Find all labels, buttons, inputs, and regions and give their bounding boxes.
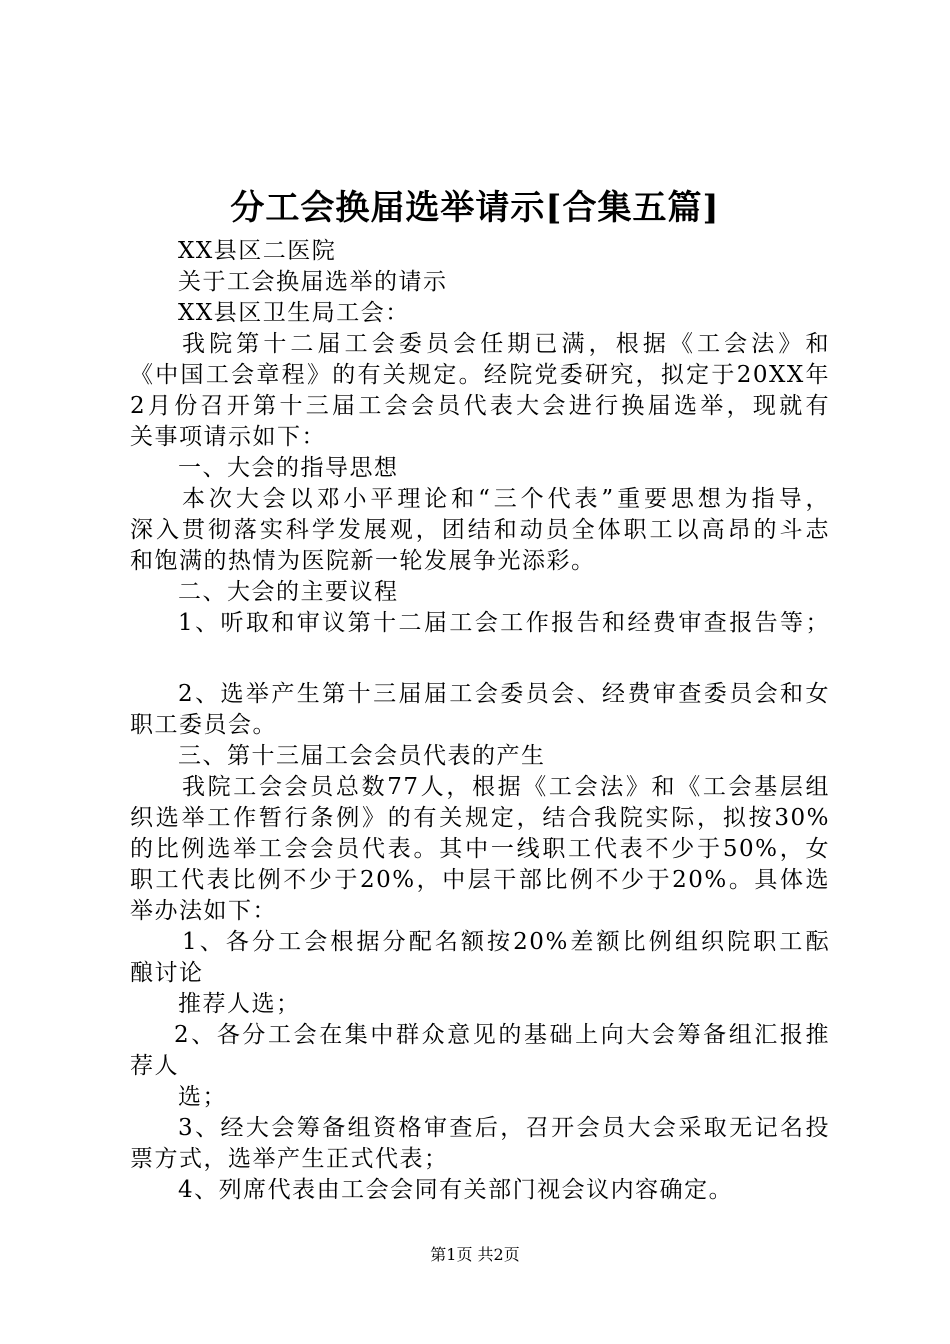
document-body [130,236,830,1206]
text-line-subject: 关于工会换届选举的请示 [178,269,448,295]
page-number-footer: 第1页 共2页 [430,1245,520,1264]
section-heading-3: 三、第十三届工会会员代表的产生 [178,743,546,769]
text-line: 1、听取和审议第十二届工会工作报告和经费审查报告等； [178,610,830,636]
text-line: 选； [178,1084,227,1110]
text-line: 职工委员会。 [130,712,277,738]
text-line: 《中国工会章程》的有关规定。经院党委研究，拟定于20XX年 [130,362,830,388]
text-line: 关事项请示如下： [130,424,326,450]
text-line: 2、选举产生第十三届届工会委员会、经费审查委员会和女 [178,681,830,707]
text-line: 4、列席代表由工会会同有关部门视会议内容确定。 [178,1177,734,1203]
section-heading-2: 二、大会的主要议程 [178,579,399,605]
text-line-recipient: XX县区卫生局工会： [178,300,410,326]
text-line: 举办法如下： [130,898,277,924]
paragraph-gap [130,639,830,679]
text-line: 3、经大会筹备组资格审查后，召开会员大会采取无记名投 [178,1115,830,1141]
text-line: 推荐人选； [178,991,301,1017]
text-line: 酿讨论 [130,960,204,986]
text-line: 2月份召开第十三届工会会员代表大会进行换届选举，现就有 [130,393,830,419]
text-line: 我院工会会员总数77人，根据《工会法》和《工会基层组 [182,774,830,800]
text-line-hospital: XX县区二医院 [178,238,337,264]
text-line: 票方式，选举产生正式代表； [130,1146,449,1172]
text-line: 荐人 [130,1053,179,1079]
text-line: 和饱满的热情为医院新一轮发展争光添彩。 [130,548,596,574]
text-line: 本次大会以邓小平理论和“三个代表”重要思想为指导， [182,486,830,512]
section-heading-1: 一、大会的指导思想 [178,455,399,481]
text-line: 职工代表比例不少于20%，中层干部比例不少于20%。具体选 [130,867,830,893]
text-line: 织选举工作暂行条例》的有关规定，结合我院实际，拟按30% [130,805,830,831]
text-line: 深入贯彻落实科学发展观，团结和动员全体职工以高昂的斗志 [130,517,830,543]
text-line: 我院第十二届工会委员会任期已满，根据《工会法》和 [182,331,830,357]
document-title: 分工会换届选举请示[合集五篇] [230,188,720,228]
text-line: 的比例选举工会会员代表。其中一线职工代表不少于50%，女 [130,836,830,862]
text-line: 2、各分工会在集中群众意见的基础上向大会筹备组汇报推 [174,1022,830,1048]
text-line: 1、各分工会根据分配名额按20%差额比例组织院职工酝 [182,929,830,955]
